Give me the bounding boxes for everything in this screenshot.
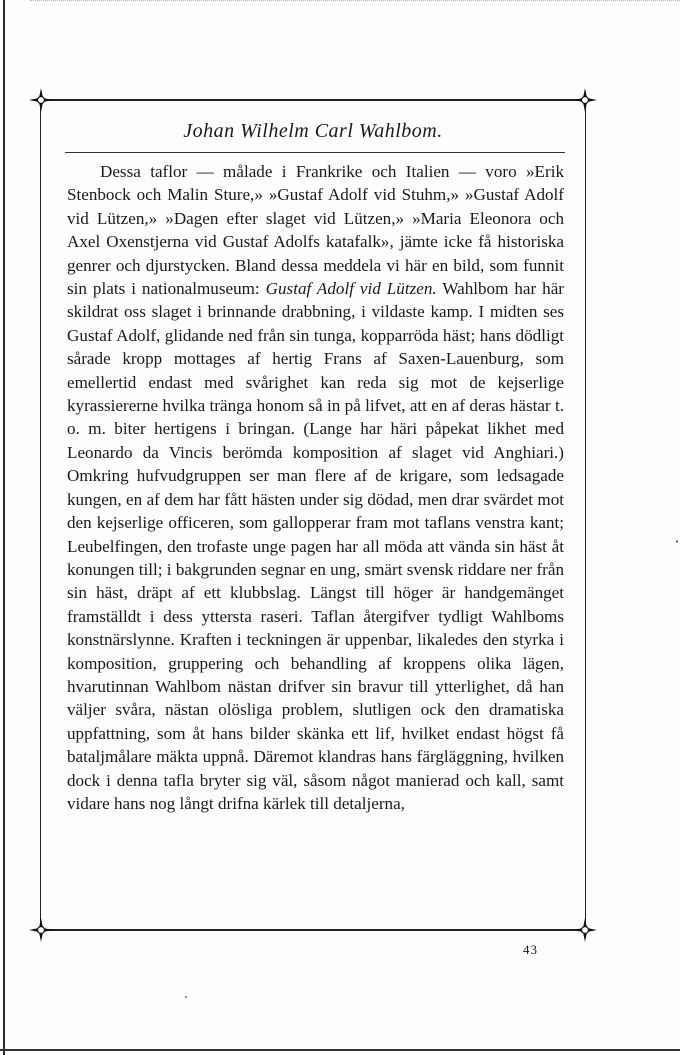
corner-ornament-icon xyxy=(572,87,598,113)
page-bottom-edge xyxy=(0,1049,680,1051)
frame-left-rule xyxy=(40,99,41,931)
frame-right-rule xyxy=(585,99,586,931)
running-head: Johan Wilhelm Carl Wahlbom. xyxy=(183,120,443,142)
corner-ornament-icon xyxy=(28,87,54,113)
paper-speck xyxy=(185,996,187,998)
corner-ornament-icon xyxy=(28,917,54,943)
frame-bottom-rule xyxy=(40,929,586,931)
body-text xyxy=(67,160,564,815)
paragraph-text: Wahlbom har här skildrat oss slaget i brinnande drabbning, i vildaste kamp. I midten ses Gustaf Adolf, glidande ned från sin tunga, kopparröda häst; hans dödligt sårade kropp mottages af hertig Frans af Saxen-Lauenburg, som emellertid endast med svårighet kan reda sig mot de kejserlige kyrassiererne hvilka tränga honom så in på lifvet, att en af deras hästar t. o. m. biter hertigens i bringan. (Lange har häri påpekat likhet med Leonardo da Vincis berömda komposition af slaget vid Anghiari.) Omkring hufvudgruppen ser man flere af de krigare, som ledsagade kungen, en af dem har fått hästen under sig dödad, men drar svärdet mot den kejserlige officeren, som gallopperar fram mot taflans venstra kant; Leubelfingen, den trofaste unge pagen har all möda att vända sin häst åt konungen till; i bakgrunden segnar en ung, smärt svensk riddare ner från sin häst, dräpt af ett klubbslag. Längst till höger är handgemänget framställdt i dess yttersta raseri. Taflan återgifver tydligt Wahlboms konstnärslynne. Kraften i teckningen är uppenbar, likaledes den styrka i komposition, gruppering och behandling af kroppens olika lägen, hvarutinnan Wahlbom nästan drifver sin bravur till ytterlighet, då han väljer svåra, nästan olösliga problem, slutligen ock den dramatiska uppfattning, som åt hans bilder skänka ett lif, hvilket endast högst få bataljmålare mäkta uppnå. Däremot klandras hans färgläggning, hvilken dock i denna tafla bryter sig väl, såsom något manierad och kall, samt vidare hans nog långt drifna kärlek till detaljerna, xyxy=(67,279,565,813)
paragraph xyxy=(67,160,564,815)
corner-ornament-icon xyxy=(572,917,598,943)
paragraph-text: Dessa taflor — målade i Frankrike och Italien — voro »Erik Stenbock och Malin Sture,» »Gustaf Adolf vid Stuhm,» »Gustaf Adolf vid Lützen,» »Dagen efter slaget vid Lützen,» »Maria Eleonora och Axel Oxenstjerna vid Gustaf Adolfs katafalk», jämte icke få historiska genrer och djurstycken. Bland dessa meddela vi här en bild, som funnit sin plats i nationalmuseum: xyxy=(67,162,564,299)
page-number: 43 xyxy=(523,942,538,957)
page-edge xyxy=(3,0,5,1055)
artwork-title: Gustaf Adolf vid Lützen. xyxy=(265,279,437,299)
paper-speck xyxy=(676,540,678,543)
frame-top-rule xyxy=(40,99,586,101)
top-edge-dots xyxy=(30,0,680,5)
header-rule xyxy=(65,152,565,153)
